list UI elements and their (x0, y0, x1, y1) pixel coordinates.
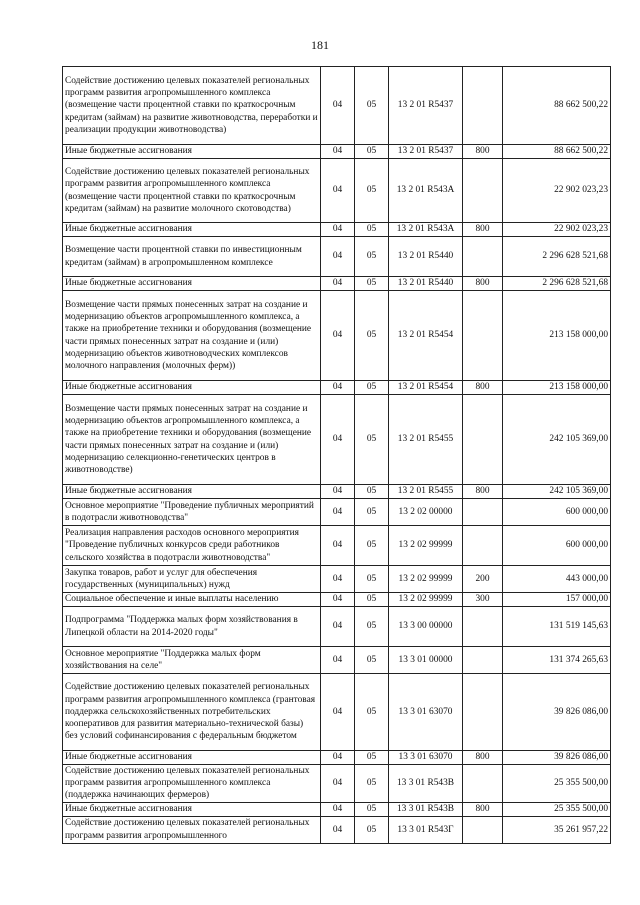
section-code-cell: 04 (321, 67, 355, 145)
item-name-cell: Возмещение части процентной ставки по инвестиционным кредитам (займам) в агропромышленном комплексе (63, 237, 321, 277)
item-name-cell: Возмещение части прямых понесенных затрат на создание и модернизацию объектов агропромышленного комплекса, а также на приобретение техники и оборудования (возмещение части прямых понесенных затрат на создание и (или) модернизацию объектов животноводческих комплексов молочного направления (молочных ферм)) (63, 291, 321, 381)
table-row (63, 751, 611, 765)
subsection-code-cell: 05 (355, 816, 389, 843)
subsection-code-cell: 05 (355, 647, 389, 674)
subsection-code-cell: 05 (355, 67, 389, 145)
expense-type-cell (463, 526, 503, 566)
subsection-code-cell: 05 (355, 607, 389, 647)
target-article-cell: 13 2 01 R543A (389, 223, 463, 237)
amount-cell: 22 902 023,23 (503, 159, 611, 223)
expense-type-cell (463, 647, 503, 674)
amount-cell: 131 374 265,63 (503, 647, 611, 674)
target-article-cell: 13 3 00 00000 (389, 607, 463, 647)
expense-type-cell: 200 (463, 566, 503, 593)
subsection-code-cell: 05 (355, 526, 389, 566)
subsection-code-cell: 05 (355, 223, 389, 237)
expense-type-cell: 800 (463, 145, 503, 159)
subsection-code-cell: 05 (355, 802, 389, 816)
section-code-cell: 04 (321, 674, 355, 751)
amount-cell: 131 519 145,63 (503, 607, 611, 647)
section-code-cell: 04 (321, 566, 355, 593)
item-name-cell: Реализация направления расходов основного мероприятия "Проведение публичных конкурсов среди работников сельского хозяйства в подотрасли животноводства" (63, 526, 321, 566)
item-name-cell: Иные бюджетные ассигнования (63, 802, 321, 816)
subsection-code-cell: 05 (355, 159, 389, 223)
amount-cell: 35 261 957,22 (503, 816, 611, 843)
section-code-cell: 04 (321, 593, 355, 607)
expense-type-cell (463, 291, 503, 381)
expense-type-cell: 300 (463, 593, 503, 607)
item-name-cell: Иные бюджетные ассигнования (63, 751, 321, 765)
item-name-cell: Содействие достижению целевых показателей региональных программ развития агропромышленного комплекса (поддержка начинающих фермеров) (63, 765, 321, 803)
expense-type-cell (463, 607, 503, 647)
amount-cell: 213 158 000,00 (503, 381, 611, 395)
target-article-cell: 13 2 01 R5455 (389, 395, 463, 485)
amount-cell: 88 662 500,22 (503, 145, 611, 159)
item-name-cell: Социальное обеспечение и иные выплаты населению (63, 593, 321, 607)
table-row (63, 607, 611, 647)
table-row (63, 802, 611, 816)
subsection-code-cell: 05 (355, 751, 389, 765)
expense-type-cell (463, 674, 503, 751)
target-article-cell: 13 2 01 R5437 (389, 145, 463, 159)
target-article-cell: 13 2 01 R5454 (389, 381, 463, 395)
amount-cell: 242 105 369,00 (503, 395, 611, 485)
table-row (63, 159, 611, 223)
table-row (63, 593, 611, 607)
expense-type-cell: 800 (463, 381, 503, 395)
subsection-code-cell: 05 (355, 566, 389, 593)
target-article-cell: 13 3 01 R543B (389, 765, 463, 803)
subsection-code-cell: 05 (355, 485, 389, 499)
amount-cell: 39 826 086,00 (503, 674, 611, 751)
subsection-code-cell: 05 (355, 593, 389, 607)
budget-table (62, 66, 611, 844)
item-name-cell: Содействие достижению целевых показателей региональных программ развития агропромышленного комплекса (возмещение части процентной ставки по краткосрочным кредитам (займам) на развитие животноводства, переработки и реализации продукции животноводства) (63, 67, 321, 145)
section-code-cell: 04 (321, 145, 355, 159)
subsection-code-cell: 05 (355, 277, 389, 291)
section-code-cell: 04 (321, 291, 355, 381)
subsection-code-cell: 05 (355, 674, 389, 751)
target-article-cell: 13 3 01 63070 (389, 674, 463, 751)
section-code-cell: 04 (321, 751, 355, 765)
item-name-cell: Основное мероприятие "Поддержка малых форм хозяйствования на селе" (63, 647, 321, 674)
table-row (63, 67, 611, 145)
target-article-cell: 13 3 01 00000 (389, 647, 463, 674)
item-name-cell: Иные бюджетные ассигнования (63, 145, 321, 159)
table-row (63, 816, 611, 843)
target-article-cell: 13 2 02 99999 (389, 526, 463, 566)
table-row (63, 499, 611, 526)
section-code-cell: 04 (321, 499, 355, 526)
item-name-cell: Основное мероприятие "Проведение публичных мероприятий в подотрасли животноводства" (63, 499, 321, 526)
amount-cell: 2 296 628 521,68 (503, 277, 611, 291)
amount-cell: 157 000,00 (503, 593, 611, 607)
item-name-cell: Иные бюджетные ассигнования (63, 485, 321, 499)
section-code-cell: 04 (321, 159, 355, 223)
target-article-cell: 13 2 02 00000 (389, 499, 463, 526)
section-code-cell: 04 (321, 816, 355, 843)
section-code-cell: 04 (321, 223, 355, 237)
section-code-cell: 04 (321, 647, 355, 674)
subsection-code-cell: 05 (355, 395, 389, 485)
target-article-cell: 13 3 01 63070 (389, 751, 463, 765)
section-code-cell: 04 (321, 485, 355, 499)
expense-type-cell (463, 816, 503, 843)
amount-cell: 25 355 500,00 (503, 765, 611, 803)
table-row (63, 291, 611, 381)
table-row (63, 223, 611, 237)
section-code-cell: 04 (321, 802, 355, 816)
table-row (63, 145, 611, 159)
expense-type-cell (463, 67, 503, 145)
amount-cell: 25 355 500,00 (503, 802, 611, 816)
item-name-cell: Возмещение части прямых понесенных затрат на создание и модернизацию объектов агропромышленного комплекса, а также на приобретение техники и оборудования (возмещение части прямых понесенных затрат на создание и (или) модернизацию селекционно-генетических центров в животноводстве) (63, 395, 321, 485)
expense-type-cell (463, 395, 503, 485)
table-row (63, 277, 611, 291)
expense-type-cell: 800 (463, 802, 503, 816)
page-number: 181 (311, 38, 329, 52)
section-code-cell: 04 (321, 277, 355, 291)
expense-type-cell (463, 499, 503, 526)
expense-type-cell: 800 (463, 223, 503, 237)
amount-cell: 213 158 000,00 (503, 291, 611, 381)
amount-cell: 443 000,00 (503, 566, 611, 593)
subsection-code-cell: 05 (355, 237, 389, 277)
table-row (63, 485, 611, 499)
subsection-code-cell: 05 (355, 499, 389, 526)
target-article-cell: 13 2 01 R5440 (389, 237, 463, 277)
table-row (63, 526, 611, 566)
target-article-cell: 13 2 01 R5437 (389, 67, 463, 145)
expense-type-cell: 800 (463, 751, 503, 765)
subsection-code-cell: 05 (355, 291, 389, 381)
amount-cell: 39 826 086,00 (503, 751, 611, 765)
expense-type-cell (463, 237, 503, 277)
section-code-cell: 04 (321, 526, 355, 566)
item-name-cell: Иные бюджетные ассигнования (63, 381, 321, 395)
table-row (63, 674, 611, 751)
target-article-cell: 13 2 01 R5440 (389, 277, 463, 291)
amount-cell: 88 662 500,22 (503, 67, 611, 145)
section-code-cell: 04 (321, 765, 355, 803)
target-article-cell: 13 2 01 R543A (389, 159, 463, 223)
target-article-cell: 13 2 01 R5455 (389, 485, 463, 499)
target-article-cell: 13 2 02 99999 (389, 593, 463, 607)
amount-cell: 242 105 369,00 (503, 485, 611, 499)
target-article-cell: 13 2 01 R5454 (389, 291, 463, 381)
table-row (63, 566, 611, 593)
item-name-cell: Иные бюджетные ассигнования (63, 277, 321, 291)
target-article-cell: 13 3 01 R543Г (389, 816, 463, 843)
expense-type-cell: 800 (463, 485, 503, 499)
subsection-code-cell: 05 (355, 381, 389, 395)
expense-type-cell: 800 (463, 277, 503, 291)
expense-type-cell (463, 159, 503, 223)
item-name-cell: Закупка товаров, работ и услуг для обеспечения государственных (муниципальных) нужд (63, 566, 321, 593)
amount-cell: 22 902 023,23 (503, 223, 611, 237)
item-name-cell: Иные бюджетные ассигнования (63, 223, 321, 237)
amount-cell: 2 296 628 521,68 (503, 237, 611, 277)
table-row (63, 381, 611, 395)
section-code-cell: 04 (321, 607, 355, 647)
target-article-cell: 13 2 02 99999 (389, 566, 463, 593)
expense-type-cell (463, 765, 503, 803)
item-name-cell: Содействие достижению целевых показателей региональных программ развития агропромышленного (63, 816, 321, 843)
table-row (63, 237, 611, 277)
subsection-code-cell: 05 (355, 765, 389, 803)
table-row (63, 395, 611, 485)
table-row (63, 765, 611, 803)
section-code-cell: 04 (321, 395, 355, 485)
amount-cell: 600 000,00 (503, 499, 611, 526)
item-name-cell: Содействие достижению целевых показателей региональных программ развития агропромышленного комплекса (возмещение части процентной ставки по краткосрочным кредитам (займам) на развитие молочного скотоводства) (63, 159, 321, 223)
amount-cell: 600 000,00 (503, 526, 611, 566)
subsection-code-cell: 05 (355, 145, 389, 159)
table-row (63, 647, 611, 674)
item-name-cell: Содействие достижению целевых показателей региональных программ развития агропромышленного комплекса (грантовая поддержка сельскохозяйственных потребительских кооперативов для развития материально-технической базы) без условий софинансирования с федеральным бюджетом (63, 674, 321, 751)
section-code-cell: 04 (321, 381, 355, 395)
section-code-cell: 04 (321, 237, 355, 277)
item-name-cell: Подпрограмма "Поддержка малых форм хозяйствования в Липецкой области на 2014-2020 годы" (63, 607, 321, 647)
target-article-cell: 13 3 01 R543B (389, 802, 463, 816)
